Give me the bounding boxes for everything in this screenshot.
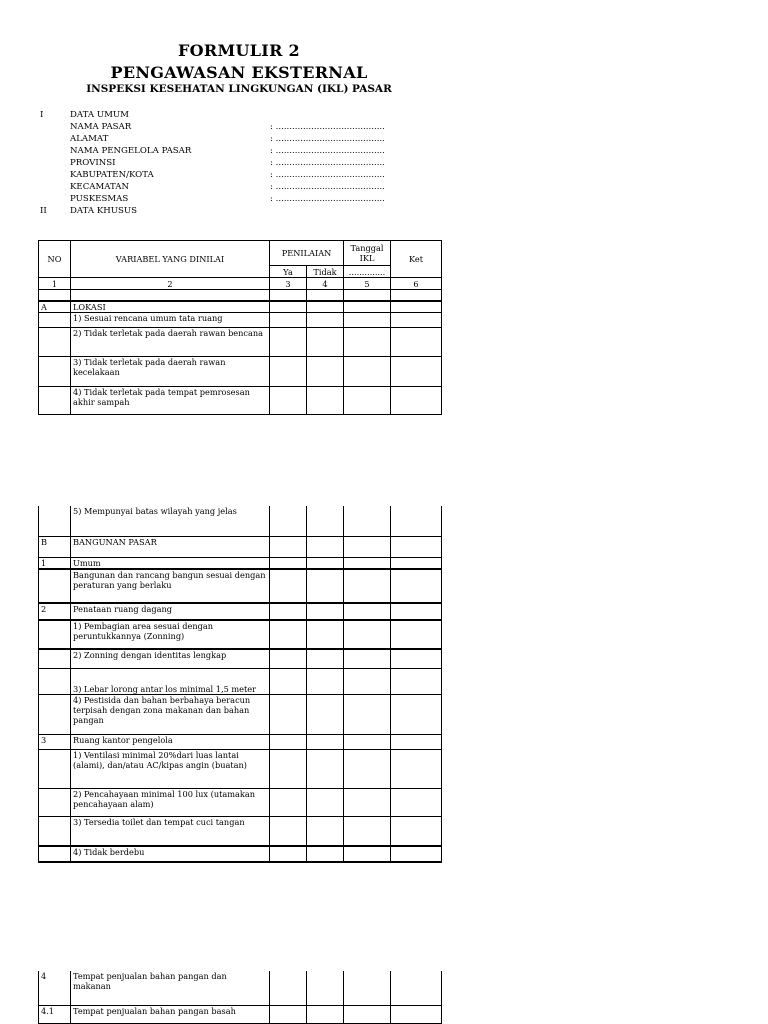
header-penilaian: PENILAIAN (270, 241, 344, 266)
header-tanggal: Tanggal IKL (344, 241, 391, 266)
row-no (39, 649, 71, 668)
assessment-table-part-2 (38, 506, 442, 863)
field-value: : ........................................ (270, 194, 385, 204)
row-text: 1) Pembagian area sesuai dengan peruntukkannya (Zonning) (71, 620, 270, 649)
field-label: NAMA PENGELOLA PASAR (70, 146, 192, 156)
header-ket: Ket (391, 241, 442, 278)
field-value: : ........................................ (270, 170, 385, 180)
table-row (39, 569, 442, 603)
row-no: 1 (39, 557, 71, 569)
col-number: 1 (39, 278, 71, 290)
table-row (39, 603, 442, 620)
table-row (39, 749, 442, 788)
row-text: 1) Ventilasi minimal 20%dari luas lantai (alami), dan/atau AC/kipas angin (buatan) (71, 749, 270, 788)
row-text: LOKASI (71, 301, 270, 313)
row-no (39, 788, 71, 816)
header-no: NO (39, 241, 71, 278)
row-no (39, 313, 71, 328)
table-row (39, 649, 442, 668)
assessment-table-part-3 (38, 971, 442, 1024)
row-text: Bangunan dan rancang bangun sesuai dengan peraturan yang berlaku (71, 569, 270, 603)
field-value: : ........................................ (270, 158, 385, 168)
row-no (39, 846, 71, 862)
row-text: Tempat penjualan bahan pangan dan makanan (71, 971, 270, 1005)
row-text: Tempat penjualan bahan pangan basah (71, 1005, 270, 1023)
field-label: PUSKESMAS (70, 194, 129, 204)
row-text: 2) Pencahayaan minimal 100 lux (utamakan pencahayaan alam) (71, 788, 270, 816)
field-label: KABUPATEN/KOTA (70, 170, 154, 180)
table-row (39, 620, 442, 649)
row-no (39, 694, 71, 734)
row-text: 3) Tidak terletak pada daerah rawan kecelakaan (71, 357, 270, 387)
header-tidak: Tidak (307, 266, 344, 278)
row-no (39, 357, 71, 387)
field-label: PROVINSI (70, 158, 116, 168)
form-subtitle: PENGAWASAN EKSTERNAL (110, 63, 368, 82)
row-text: 3) Tersedia toilet dan tempat cuci tangan (71, 816, 270, 846)
col-number: 2 (71, 278, 270, 290)
table-row (39, 816, 442, 846)
col-number: 6 (391, 278, 442, 290)
row-text: 4) Tidak terletak pada tempat pemrosesan akhir sampah (71, 387, 270, 415)
row-text: 1) Sesuai rencana umum tata ruang (71, 313, 270, 328)
field-label: KECAMATAN (70, 182, 129, 192)
row-text: 5) Mempunyai batas wilayah yang jelas (71, 506, 270, 536)
section-heading-data-khusus: DATA KHUSUS (70, 206, 137, 216)
row-text: 4) Tidak berdebu (71, 846, 270, 862)
table-row (39, 734, 442, 749)
table-row (39, 668, 442, 694)
row-no: 3 (39, 734, 71, 749)
header-ya: Ya (270, 266, 307, 278)
spacer-row (39, 290, 442, 301)
table-row (39, 694, 442, 734)
table-row (39, 387, 442, 415)
field-value: : ........................................ (270, 182, 385, 192)
row-no (39, 387, 71, 415)
col-number: 4 (307, 278, 344, 290)
row-text: 2) Zonning dengan identitas lengkap (71, 649, 270, 668)
row-text: BANGUNAN PASAR (71, 536, 270, 557)
table-row (39, 506, 442, 536)
row-text: 3) Lebar lorong antar los minimal 1,5 meter (71, 668, 270, 694)
assessment-table-part-1 (38, 240, 442, 415)
table-row (39, 357, 442, 387)
row-no: 4.1 (39, 1005, 71, 1023)
row-no (39, 668, 71, 694)
section-heading-data-umum: DATA UMUM (70, 110, 129, 120)
table-row (39, 301, 442, 313)
table-row (39, 846, 442, 862)
row-no: A (39, 301, 71, 313)
field-value: : ........................................ (270, 146, 385, 156)
row-no (39, 816, 71, 846)
table-row (39, 313, 442, 328)
table-row (39, 788, 442, 816)
form-title: FORMULIR 2 (178, 41, 300, 60)
col-number: 3 (270, 278, 307, 290)
row-no (39, 506, 71, 536)
row-no: B (39, 536, 71, 557)
row-text: Penataan ruang dagang (71, 603, 270, 620)
form-subtitle-2: INSPEKSI KESEHATAN LINGKUNGAN (IKL) PASAR (86, 83, 392, 95)
row-no (39, 620, 71, 649)
row-no (39, 569, 71, 603)
col-number: 5 (344, 278, 391, 290)
header-variabel: VARIABEL YANG DINILAI (71, 241, 270, 278)
field-value: : ........................................ (270, 134, 385, 144)
row-text: Ruang kantor pengelola (71, 734, 270, 749)
field-label: ALAMAT (70, 134, 109, 144)
row-no (39, 328, 71, 357)
field-label: NAMA PASAR (70, 122, 132, 132)
table-row (39, 536, 442, 557)
row-no (39, 749, 71, 788)
table-row (39, 557, 442, 569)
row-text: 4) Pestisida dan bahan berbahaya beracun terpisah dengan zona makanan dan bahan pangan (71, 694, 270, 734)
section-number-i: I (40, 110, 44, 120)
table-row (39, 971, 442, 1005)
header-tanggal-dots: .............. (344, 266, 391, 278)
field-value: : ........................................ (270, 122, 385, 132)
section-number-ii: II (40, 206, 47, 216)
row-no: 2 (39, 603, 71, 620)
table-row (39, 328, 442, 357)
row-text: 2) Tidak terletak pada daerah rawan bencana (71, 328, 270, 357)
row-no: 4 (39, 971, 71, 1005)
table-row (39, 1005, 442, 1023)
row-text: Umum (71, 557, 270, 569)
